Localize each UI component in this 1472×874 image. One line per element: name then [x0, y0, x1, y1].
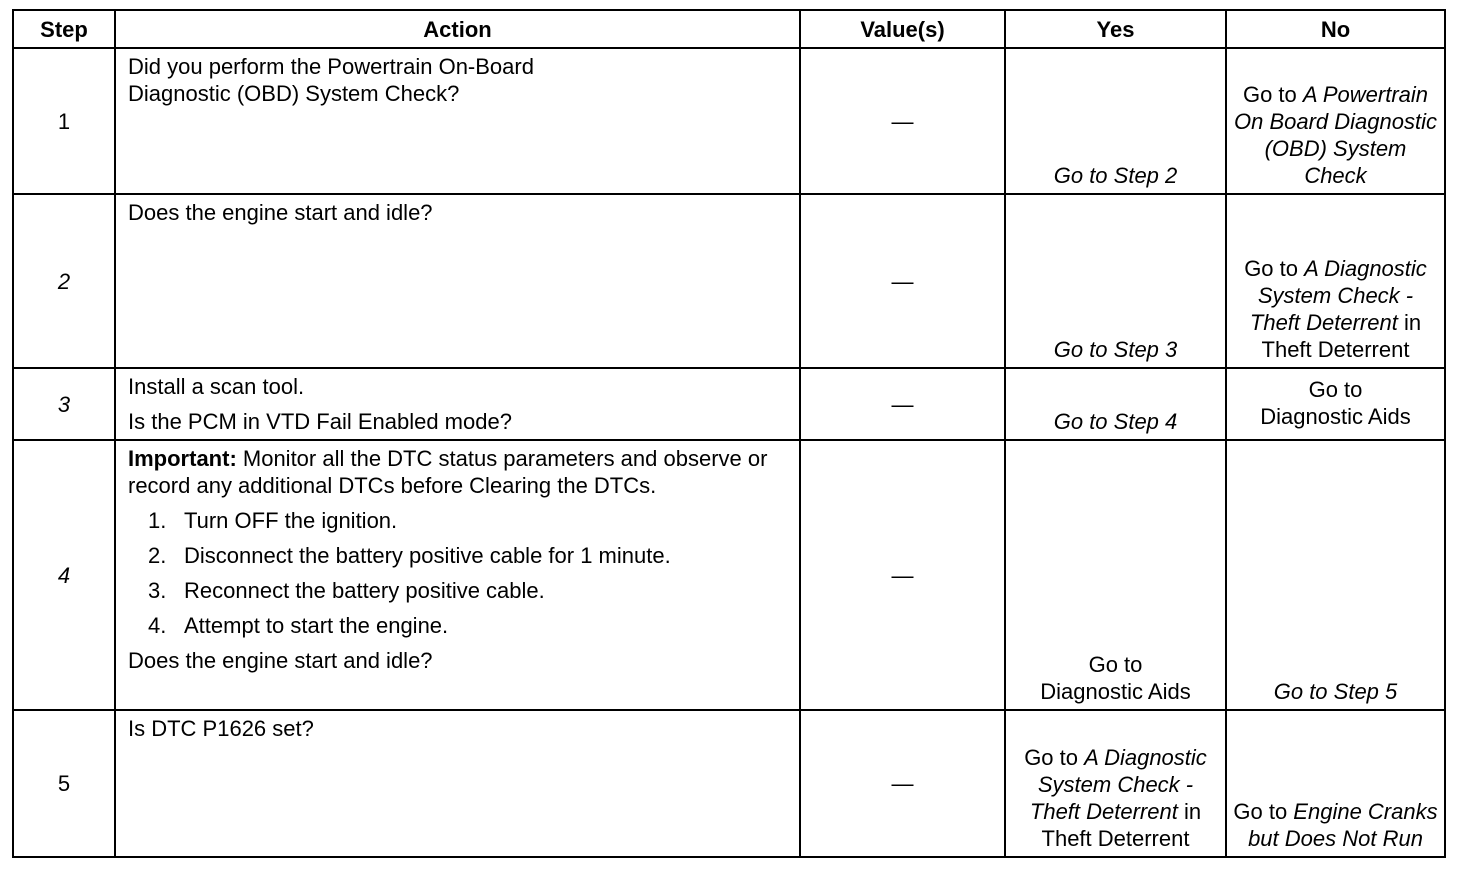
header-yes: Yes [1005, 10, 1226, 48]
yes-prefix: Go to [1024, 745, 1085, 770]
table-row-step-1 [13, 48, 1445, 194]
value-cell: — [800, 48, 1005, 194]
yes-link-go-to-step-4[interactable]: Go to Step 4 [1005, 368, 1226, 440]
no-cell[interactable] [1226, 710, 1445, 857]
yes-text: Go to [1088, 652, 1143, 677]
no-prefix: Go to [1244, 256, 1305, 281]
value-cell: — [800, 710, 1005, 857]
no-link-diagnostic-aids[interactable]: Diagnostic Aids [1260, 404, 1411, 429]
step-number: 4 [13, 440, 115, 710]
yes-link-diagnostic-aids[interactable]: Diagnostic Aids [1040, 679, 1191, 704]
header-row [13, 10, 1445, 48]
no-text: Go to [1308, 377, 1363, 402]
table-row-step-4 [13, 440, 1445, 710]
table-row-step-3 [13, 368, 1445, 440]
action-text: Diagnostic (OBD) System Check? [128, 81, 460, 106]
important-note [128, 445, 791, 499]
action-text: Did you perform the Powertrain On-Board [128, 54, 534, 79]
list-item: 1. Turn OFF the ignition. [148, 508, 398, 533]
important-label: Important: [128, 446, 237, 471]
yes-link-go-to-step-3[interactable]: Go to Step 3 [1005, 194, 1226, 368]
yes-suffix: in Theft Deterrent [1041, 799, 1202, 851]
step-number: 5 [13, 710, 115, 857]
no-cell[interactable] [1226, 194, 1445, 368]
header-action: Action [115, 10, 800, 48]
no-suffix: in Theft Deterrent [1261, 310, 1422, 362]
action-text: Does the engine start and idle? [128, 200, 433, 225]
header-values: Value(s) [800, 10, 1005, 48]
value-cell: — [800, 194, 1005, 368]
action-cell [115, 194, 800, 368]
action-cell [115, 368, 800, 440]
list-item: 2. Disconnect the battery positive cable for 1 minute. [148, 543, 671, 568]
no-prefix: Go to [1233, 799, 1294, 824]
yes-link-diagnostic-system-check[interactable]: A Diagnostic System Check - Theft Deterrent [1029, 745, 1207, 824]
action-cell [115, 440, 800, 710]
procedure-list [128, 507, 791, 639]
yes-cell[interactable] [1005, 440, 1226, 710]
no-cell[interactable] [1226, 368, 1445, 440]
table-row-step-2 [13, 194, 1445, 368]
step-number: 2 [13, 194, 115, 368]
action-question: Does the engine start and idle? [128, 648, 433, 673]
diagnostic-table [12, 9, 1446, 858]
action-text: Install a scan tool. [128, 374, 305, 399]
step-number: 1 [13, 48, 115, 194]
table-row-step-5 [13, 710, 1445, 857]
action-text: Is the PCM in VTD Fail Enabled mode? [128, 409, 512, 434]
yes-cell[interactable] [1005, 710, 1226, 857]
yes-link-go-to-step-2[interactable]: Go to Step 2 [1005, 48, 1226, 194]
action-cell [115, 48, 800, 194]
list-item: 4. Attempt to start the engine. [148, 613, 449, 638]
important-text: Monitor all the DTC status parameters and observe or record any additional DTCs before Clearing the DTCs. [128, 446, 768, 498]
step-number: 3 [13, 368, 115, 440]
no-cell[interactable] [1226, 48, 1445, 194]
value-cell: — [800, 368, 1005, 440]
list-item: 3. Reconnect the battery positive cable. [148, 578, 545, 603]
action-text: Is DTC P1626 set? [128, 716, 314, 741]
no-prefix: Go to [1242, 82, 1303, 107]
header-step: Step [13, 10, 115, 48]
header-no: No [1226, 10, 1445, 48]
no-link-powertrain-obd-check[interactable]: A Powertrain On Board Diagnostic (OBD) System Check [1234, 82, 1437, 188]
no-link-engine-cranks-but-does-not-run[interactable]: Engine Cranks but Does Not Run [1248, 799, 1438, 851]
no-link-diagnostic-system-check[interactable]: A Diagnostic System Check - Theft Deterrent [1249, 256, 1427, 335]
action-cell [115, 710, 800, 857]
no-link-go-to-step-5[interactable]: Go to Step 5 [1226, 440, 1445, 710]
value-cell: — [800, 440, 1005, 710]
